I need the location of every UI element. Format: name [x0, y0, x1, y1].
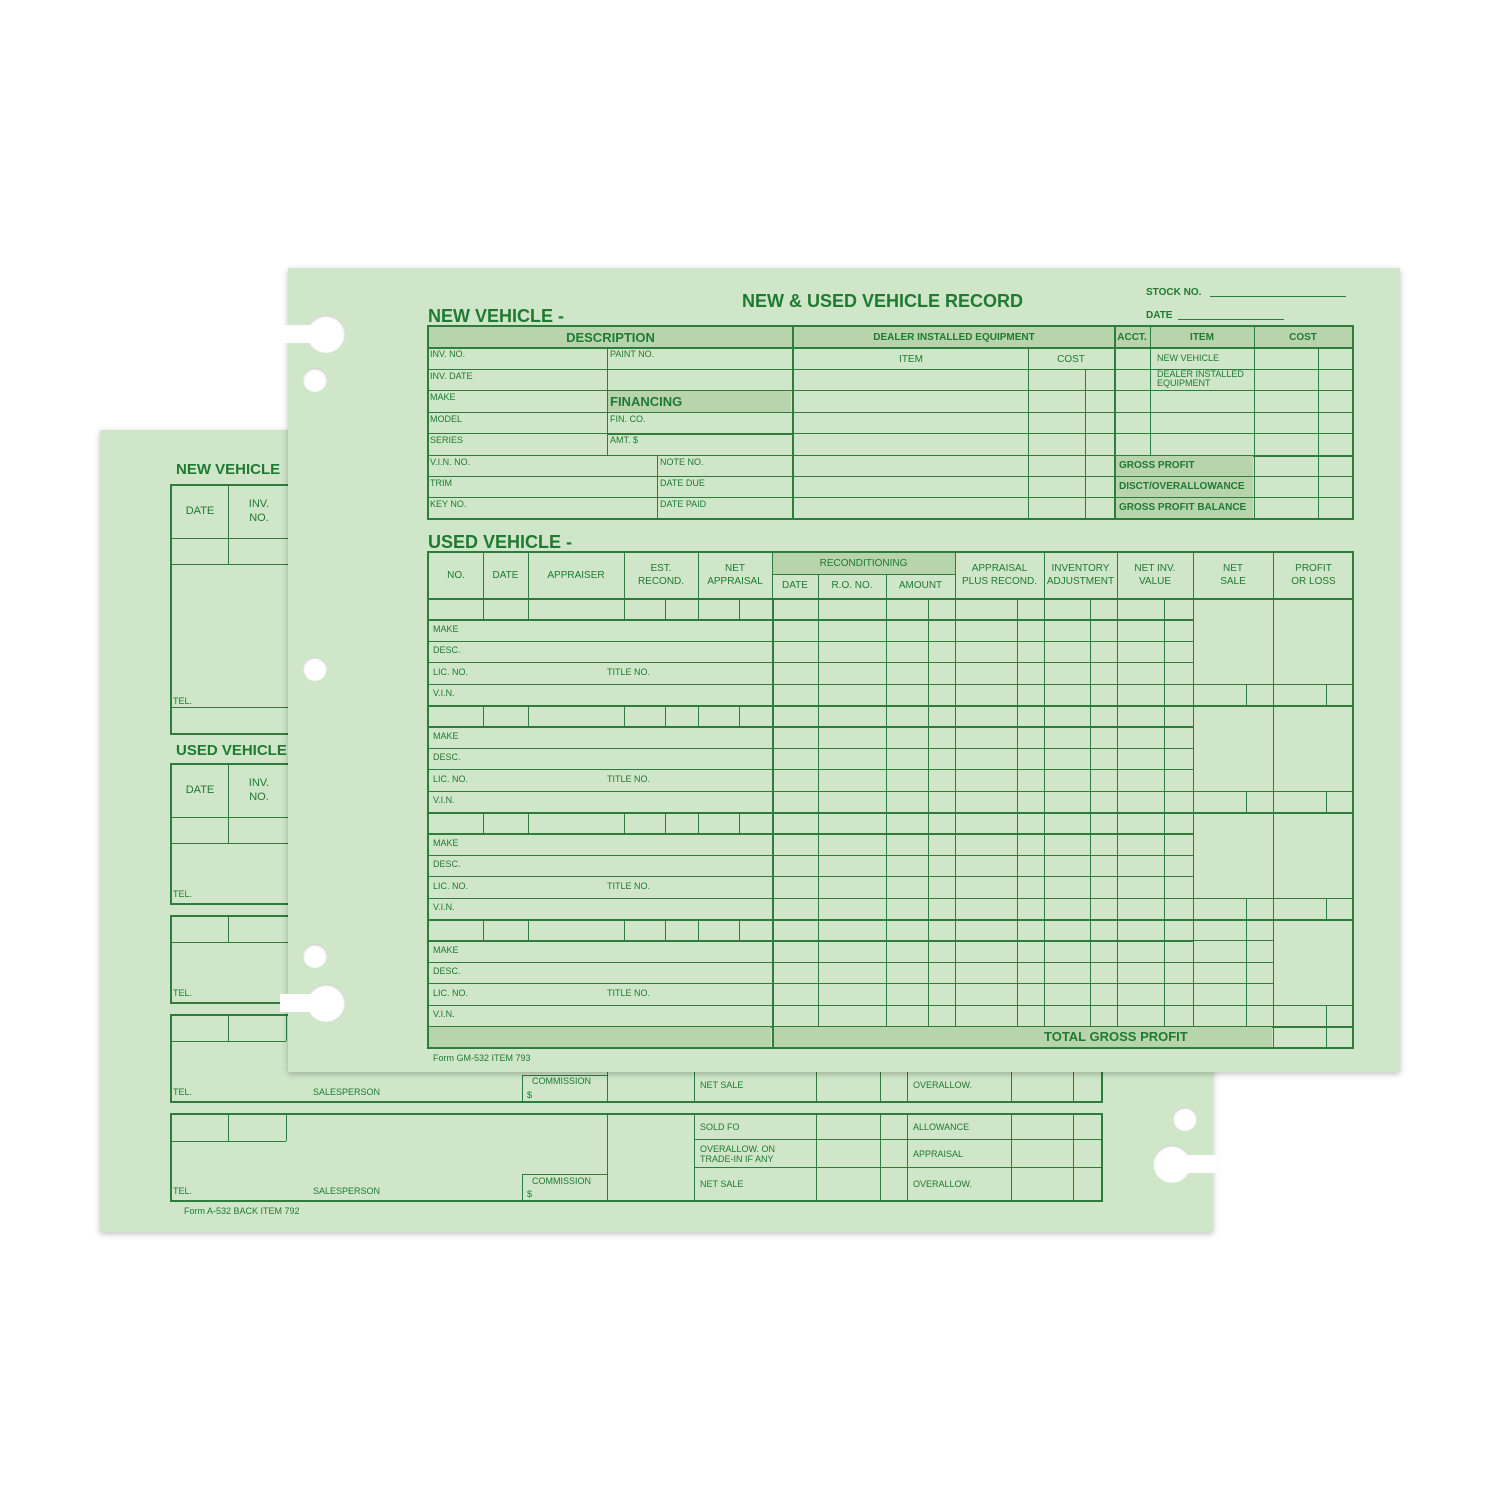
rule-line [1073, 1115, 1074, 1202]
rule-line [1246, 919, 1247, 1026]
dealer-item-col: ITEM [899, 354, 923, 365]
col-appraisal-plus: APPRAISAL PLUS RECOND. [961, 563, 1037, 587]
back-netsale-4: NET SALE [700, 1080, 744, 1090]
rule-line [607, 1115, 608, 1202]
rule-line [1193, 898, 1354, 899]
rule-line [483, 706, 484, 726]
title-no-label: TITLE NO. [607, 667, 651, 677]
col-no: NO. [447, 570, 465, 581]
back-tel-3: TEL. [173, 988, 193, 998]
back-salesperson-5: SALESPERSON [313, 1186, 381, 1196]
rule-line [228, 1016, 229, 1041]
total-band [774, 1027, 1272, 1047]
rule-line [427, 476, 792, 477]
back-tel-5: TEL. [173, 1186, 193, 1196]
rule-line [528, 813, 529, 833]
desc-label: DESC. [433, 966, 461, 976]
rule-line [657, 455, 658, 518]
gross-profit-balance-label: GROSS PROFIT BALANCE [1119, 502, 1247, 513]
item-header: ITEM [1190, 332, 1214, 343]
rule-line [483, 813, 484, 833]
rule-line [1114, 433, 1354, 434]
back-used-date-label: DATE [185, 784, 215, 796]
rule-line [907, 1115, 908, 1202]
rule-line [483, 920, 484, 940]
new-vehicle-item: NEW VEHICLE [1157, 353, 1220, 363]
rule-line [427, 919, 1354, 921]
back-tel-4: TEL. [173, 1087, 193, 1097]
rule-line [170, 707, 300, 708]
rule-line [528, 706, 529, 726]
rule-line [427, 684, 1193, 685]
rule-line [427, 619, 1193, 620]
dealer-equipment-item: DEALER INSTALLED EQUIPMENT [1157, 369, 1244, 389]
back-date-label: DATE [185, 505, 215, 517]
rule-line [792, 476, 1114, 477]
paint-no-label: PAINT NO. [610, 349, 655, 359]
rule-line [1114, 390, 1354, 391]
rule-line [170, 817, 300, 818]
back-new-title: NEW VEHICLE [176, 461, 281, 478]
rule-line [1116, 476, 1253, 477]
rule-line [739, 599, 740, 619]
back-used-title: USED VEHICLE [176, 742, 287, 759]
rule-line [170, 942, 300, 943]
rule-line [427, 455, 792, 456]
desc-field-label: V.I.N. NO. [430, 457, 471, 467]
rule-line [528, 920, 529, 940]
back-used-invno-label: INV. NO. [248, 777, 270, 803]
rule-line [665, 920, 666, 940]
back-dollar-5: $ [527, 1189, 533, 1199]
rule-line [816, 1072, 817, 1103]
col-reconditioning: RECONDITIONING [819, 558, 908, 569]
amt-label: AMT. $ [610, 435, 639, 445]
back-used-tel-label: TEL. [173, 889, 193, 899]
total-band-left [429, 1027, 771, 1047]
back-tel-label: TEL. [173, 696, 193, 706]
desc-label: DESC. [433, 859, 461, 869]
vin-label: V.I.N. [433, 1009, 455, 1019]
back-salesperson-4: SALESPERSON [313, 1087, 381, 1097]
punch-hole [1173, 1107, 1197, 1131]
rule-line [1193, 962, 1273, 963]
rule-line [1193, 684, 1354, 685]
rule-line [1210, 296, 1346, 297]
rule-line [1193, 940, 1273, 941]
disct-label: DISCT/OVERALLOWANCE [1119, 481, 1245, 492]
punch-hole [303, 368, 327, 392]
col-net-sale: NET SALE [1220, 563, 1246, 587]
lic-no-label: LIC. NO. [433, 667, 469, 677]
back-commission-5: COMMISSION [532, 1176, 592, 1186]
rule-line [1246, 898, 1247, 919]
cost-header: COST [1289, 332, 1317, 343]
rule-line [665, 706, 666, 726]
rule-line [624, 920, 625, 940]
rule-line [1326, 791, 1327, 812]
rule-line [170, 538, 300, 539]
rule-line [694, 1167, 1103, 1168]
rule-line [1193, 791, 1354, 792]
punch-hole [303, 657, 327, 681]
punch-hole-notch [1172, 1155, 1217, 1173]
col-net-appraisal: NET APPRAISAL [707, 563, 763, 587]
rule-line [816, 1115, 817, 1202]
rule-line [1178, 319, 1284, 320]
desc-field-label: SERIES [430, 435, 464, 445]
back-overallow-5: OVERALLOW. [913, 1179, 973, 1189]
rule-line [1085, 369, 1086, 518]
desc-field-label: INV. NO. [430, 349, 466, 359]
new-vehicle-title: NEW VEHICLE - [428, 306, 565, 326]
rule-line [1193, 983, 1273, 984]
rule-line [624, 813, 625, 833]
back-soldfo: SOLD FO [700, 1122, 740, 1132]
rule-line [694, 1115, 695, 1202]
punch-hole [303, 944, 327, 968]
rule-line [907, 1072, 908, 1103]
rule-line [427, 833, 1193, 834]
back-overallow-4: OVERALLOW. [913, 1080, 973, 1090]
punch-hole-notch [280, 994, 326, 1012]
rule-line [1011, 1072, 1012, 1103]
financing-label: FINANCING [610, 394, 683, 409]
form-title: NEW & USED VEHICLE RECORD [742, 291, 1024, 311]
rule-line [739, 813, 740, 833]
date-paid-label: DATE PAID [660, 499, 707, 509]
vin-label: V.I.N. [433, 795, 455, 805]
rule-line [792, 369, 1114, 370]
rule-line [1326, 684, 1327, 705]
desc-field-label: MODEL [430, 414, 463, 424]
rule-line [1246, 684, 1247, 705]
rule-line [427, 598, 1354, 600]
rule-line [427, 876, 1193, 877]
rule-line [427, 855, 1193, 856]
rule-line [528, 599, 529, 619]
back-netsale-5: NET SALE [700, 1179, 744, 1189]
rule-line [792, 497, 1114, 498]
gross-profit-label: GROSS PROFIT [1119, 460, 1195, 471]
vin-label: V.I.N. [433, 902, 455, 912]
front-sheet [288, 268, 1400, 1072]
lic-no-label: LIC. NO. [433, 774, 469, 784]
make-label: MAKE [433, 838, 459, 848]
rule-line [427, 347, 1354, 349]
make-label: MAKE [433, 624, 459, 634]
rule-line [665, 813, 666, 833]
lic-no-label: LIC. NO. [433, 988, 469, 998]
rule-line [792, 455, 1114, 456]
title-no-label: TITLE NO. [607, 881, 651, 891]
rule-line [427, 940, 1193, 941]
stock-no-label: STOCK NO. [1146, 287, 1202, 298]
rule-line [1073, 1072, 1074, 1103]
desc-label: DESC. [433, 752, 461, 762]
rule-line [694, 1139, 1103, 1140]
back-commission-4: COMMISSION [532, 1076, 592, 1086]
rule-line [427, 962, 1193, 963]
rule-line [427, 726, 1193, 727]
rule-line [286, 1115, 287, 1141]
rule-line [880, 1072, 881, 1103]
col-ro-no: R.O. NO. [831, 580, 873, 591]
rule-line [427, 1005, 1193, 1006]
make-label: MAKE [433, 945, 459, 955]
make-label: MAKE [433, 731, 459, 741]
rule-line [1254, 327, 1255, 518]
used-vehicle-table [427, 551, 1354, 1049]
note-no-label: NOTE NO. [660, 457, 704, 467]
col-appraiser: APPRAISER [547, 570, 605, 581]
col-inventory-adj: INVENTORY ADJUSTMENT [1046, 563, 1115, 587]
rule-line [427, 748, 1193, 749]
rule-line [427, 497, 792, 498]
rule-line [170, 1141, 286, 1142]
title-no-label: TITLE NO. [607, 988, 651, 998]
rule-line [698, 920, 699, 940]
acct-header: ACCT. [1117, 332, 1147, 343]
rule-line [228, 1115, 229, 1141]
rule-line [607, 1072, 608, 1103]
rule-line [1273, 1005, 1354, 1006]
desc-field-label: INV. DATE [430, 371, 473, 381]
desc-field-label: MAKE [430, 392, 456, 402]
rule-line [1246, 791, 1247, 812]
rule-line [694, 1072, 695, 1103]
rule-line [1326, 898, 1327, 919]
used-vehicle-title: USED VEHICLE - [428, 532, 573, 552]
rule-line [773, 574, 955, 575]
col-net-inv-value: NET INV. VALUE [1134, 563, 1176, 587]
back-dollar-4: $ [527, 1090, 533, 1100]
rule-line [1273, 600, 1274, 1047]
rule-line [427, 791, 1193, 792]
desc-label: DESC. [433, 645, 461, 655]
rule-line [665, 599, 666, 619]
rule-line [1011, 1115, 1012, 1202]
punch-hole-notch [280, 325, 326, 343]
col-recond-date: DATE [782, 580, 808, 591]
rule-line [739, 706, 740, 726]
rule-line [427, 641, 1193, 642]
back-invno-label: INV. NO. [248, 498, 270, 524]
dealer-cost-col: COST [1057, 354, 1085, 365]
rule-line [698, 599, 699, 619]
rule-line [624, 599, 625, 619]
rule-line [427, 705, 1354, 707]
rule-line [170, 843, 300, 844]
back-form-label: Form A-532 BACK ITEM 792 [184, 1206, 300, 1216]
rule-line [772, 600, 774, 1047]
rule-line [739, 920, 740, 940]
col-amount: AMOUNT [898, 580, 943, 591]
vin-label: V.I.N. [433, 688, 455, 698]
rule-line [698, 706, 699, 726]
back-allowance: ALLOWANCE [913, 1122, 970, 1132]
rule-line [427, 898, 1193, 899]
back-overallow-on: OVERALLOW. ON TRADE-IN IF ANY [700, 1144, 776, 1164]
rule-line [792, 390, 1114, 391]
rule-line [427, 662, 1193, 663]
title-no-label: TITLE NO. [607, 774, 651, 784]
rule-line [522, 1075, 523, 1103]
col-profit-loss: PROFIT OR LOSS [1291, 563, 1336, 587]
rule-line [1193, 1005, 1273, 1006]
rule-line [427, 983, 1193, 984]
rule-line [1114, 412, 1354, 413]
rule-line [698, 813, 699, 833]
rule-line [228, 917, 229, 942]
rule-line [792, 433, 1114, 434]
desc-field-label: KEY NO. [430, 499, 467, 509]
total-gross-profit-label: TOTAL GROSS PROFIT [1044, 1029, 1188, 1044]
description-header: DESCRIPTION [566, 330, 655, 345]
rule-line [170, 1041, 286, 1042]
fin-co-label: FIN. CO. [610, 414, 646, 424]
col-date: DATE [492, 570, 519, 581]
rule-line [483, 599, 484, 619]
rule-line [427, 812, 1354, 814]
rule-line [427, 369, 792, 370]
rule-line [1273, 1026, 1354, 1027]
col-est-recond: EST. RECOND. [637, 563, 685, 587]
date-due-label: DATE DUE [660, 478, 705, 488]
rule-line [522, 1174, 523, 1202]
desc-field-label: TRIM [430, 478, 452, 488]
back-appraisal: APPRAISAL [913, 1149, 964, 1159]
rule-line [880, 1115, 881, 1202]
lic-no-label: LIC. NO. [433, 881, 469, 891]
rule-line [624, 706, 625, 726]
dealer-installed-header: DEALER INSTALLED EQUIPMENT [873, 332, 1035, 343]
rule-line [427, 769, 1193, 770]
rule-line [170, 564, 300, 565]
rule-line [792, 412, 1114, 413]
date-label: DATE [1146, 310, 1173, 321]
front-form-label: Form GM-532 ITEM 793 [433, 1053, 531, 1063]
rule-line [1116, 497, 1253, 498]
